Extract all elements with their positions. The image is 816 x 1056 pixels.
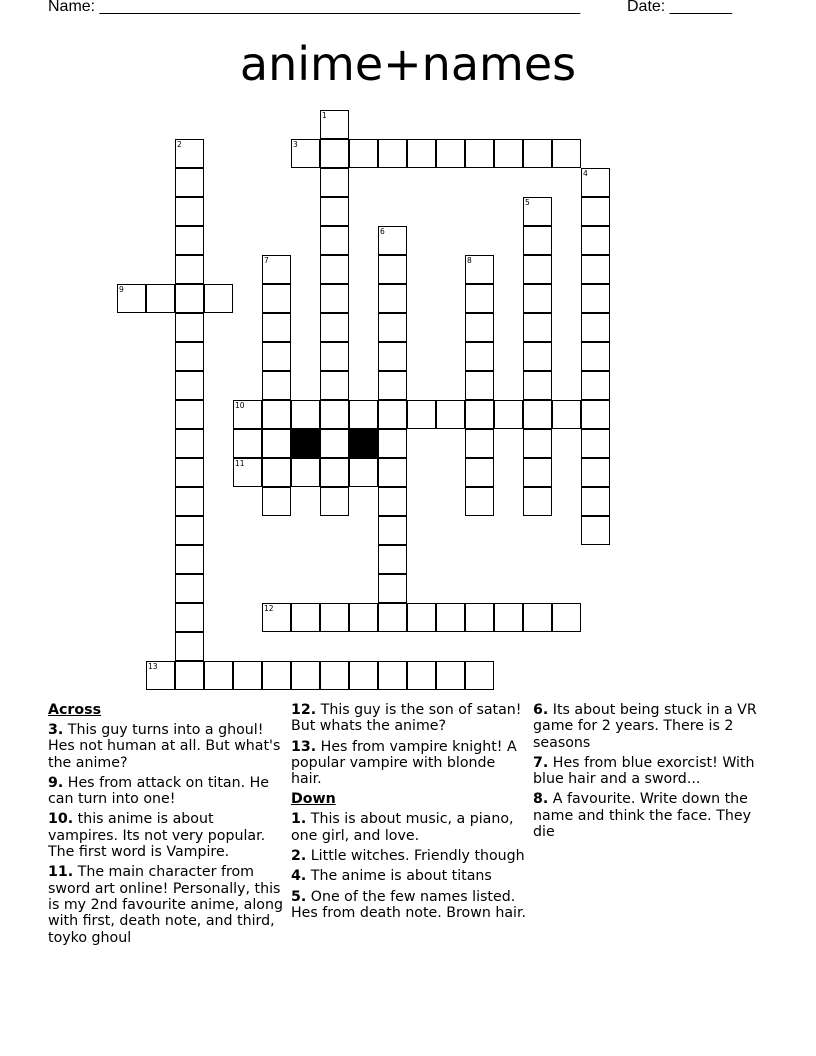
grid-cell[interactable] [378,545,407,574]
grid-cell[interactable] [436,139,465,168]
clue-down-5 [291,889,526,922]
grid-cell[interactable] [465,400,494,429]
grid-cell[interactable] [320,458,349,487]
down-heading: Down [291,791,336,808]
grid-cell[interactable] [262,342,291,371]
grid-cell[interactable] [262,400,291,429]
date-field-label: Date: _______ [627,0,732,15]
grid-cell[interactable] [465,139,494,168]
grid-cell[interactable] [581,371,610,400]
clue-number: 12. [291,702,317,718]
grid-cell[interactable] [407,139,436,168]
grid-cell[interactable] [465,342,494,371]
grid-cell[interactable] [320,487,349,516]
grid-cell[interactable] [552,139,581,168]
grid-cell[interactable] [407,400,436,429]
grid-cell[interactable] [320,661,349,690]
grid-cell[interactable] [523,429,552,458]
grid-cell[interactable] [378,603,407,632]
grid-cell[interactable] [204,284,233,313]
cell-number: 11 [235,459,245,468]
clue-text: The main character from sword art online! Personally, this is my 2nd favourite anime, along with first, death note, and third, toyko ghoul [48,864,283,946]
grid-cell[interactable] [262,603,291,632]
cell-number: 12 [264,604,274,613]
grid-cell[interactable] [262,429,291,458]
black-square [291,429,320,458]
grid-cell[interactable] [581,400,610,429]
grid-cell[interactable] [233,458,262,487]
clue-text: This guy turns into a ghoul! Hes not human at all. But what's the anime? [48,722,281,771]
clue-number: 11. [48,864,74,881]
grid-cell[interactable] [465,313,494,342]
grid-cell[interactable] [523,400,552,429]
grid-cell[interactable] [378,487,407,516]
grid-cell[interactable] [204,661,233,690]
grid-cell[interactable] [581,342,610,371]
clue-text: Its about being stuck in a VR game for 2 years. There is 2 seasons [533,702,757,751]
clue-text: Hes from blue exorcist! With blue hair and a sword... [533,754,755,788]
cell-number: 9 [119,285,124,294]
black-square [349,429,378,458]
grid-cell[interactable] [494,139,523,168]
grid-cell[interactable] [581,168,610,197]
grid-cell[interactable] [436,603,465,632]
grid-cell[interactable] [233,429,262,458]
grid-cell[interactable] [175,255,204,284]
cell-number: 5 [525,198,530,207]
grid-cell[interactable] [378,429,407,458]
grid-cell[interactable] [320,342,349,371]
grid-cell[interactable] [581,226,610,255]
grid-cell[interactable] [291,139,320,168]
grid-cell[interactable] [175,603,204,632]
grid-cell[interactable] [378,516,407,545]
grid-cell[interactable] [581,255,610,284]
grid-cell[interactable] [523,226,552,255]
grid-cell[interactable] [320,284,349,313]
cell-number: 2 [177,140,182,149]
grid-cell[interactable] [175,632,204,661]
grid-cell[interactable] [349,661,378,690]
grid-cell[interactable] [175,371,204,400]
grid-cell[interactable] [523,139,552,168]
grid-cell[interactable] [523,197,552,226]
grid-cell[interactable] [349,139,378,168]
grid-cell[interactable] [262,487,291,516]
grid-cell[interactable] [378,342,407,371]
grid-cell[interactable] [320,139,349,168]
grid-cell[interactable] [378,139,407,168]
clue-text: this anime is about vampires. Its not very popular. The first word is Vampire. [48,811,266,861]
clue-number: 4. [291,868,307,885]
grid-cell[interactable] [175,487,204,516]
across-heading: Across [48,702,102,718]
grid-cell[interactable] [291,661,320,690]
clue-down-6 [533,702,768,751]
grid-cell[interactable] [581,487,610,516]
clue-number: 13. [291,738,317,755]
clue-across-13 [291,739,526,788]
grid-cell[interactable] [465,661,494,690]
grid-cell[interactable] [262,661,291,690]
clue-number: 2. [291,848,307,865]
grid-cell[interactable] [378,226,407,255]
clue-down-4 [291,868,526,884]
grid-cell[interactable] [175,458,204,487]
grid-cell[interactable] [523,487,552,516]
grid-cell[interactable] [581,516,610,545]
clues-column-3 [533,702,768,844]
grid-cell[interactable] [320,197,349,226]
cell-number: 8 [467,256,472,265]
grid-cell[interactable] [581,429,610,458]
grid-cell[interactable] [175,197,204,226]
cell-number: 3 [293,140,298,149]
grid-cell[interactable] [233,661,262,690]
clue-number: 10. [48,811,74,828]
clue-down-2 [291,848,526,864]
clue-across-11 [48,864,283,945]
grid-cell[interactable] [436,661,465,690]
grid-cell[interactable] [378,661,407,690]
grid-cell[interactable] [320,226,349,255]
clue-text: Hes from attack on titan. He can turn into one! [48,774,269,808]
clue-text: This guy is the son of satan! But whats the anime? [291,702,522,735]
clue-number: 7. [533,754,549,771]
clue-across-12 [291,702,526,735]
grid-cell[interactable] [378,400,407,429]
grid-cell[interactable] [378,458,407,487]
grid-cell[interactable] [581,197,610,226]
grid-cell[interactable] [291,458,320,487]
grid-cell[interactable] [523,603,552,632]
clue-number: 9. [48,774,64,791]
grid-cell[interactable] [175,574,204,603]
grid-cell[interactable] [407,661,436,690]
grid-cell[interactable] [175,284,204,313]
grid-cell[interactable] [494,400,523,429]
grid-cell[interactable] [581,284,610,313]
grid-cell[interactable] [320,110,349,139]
grid-cell[interactable] [581,458,610,487]
grid-cell[interactable] [262,313,291,342]
name-field-label: Name: ______________________________________________________ [48,0,581,15]
grid-cell[interactable] [523,458,552,487]
grid-cell[interactable] [175,429,204,458]
clue-text: A favourite. Write down the name and think the face. They die [533,791,751,841]
grid-cell[interactable] [378,574,407,603]
grid-cell[interactable] [465,458,494,487]
clue-text: The anime is about titans [310,868,492,885]
clue-text: Hes from vampire knight! A popular vampire with blonde hair. [291,738,517,788]
grid-cell[interactable] [262,255,291,284]
clue-text: This is about music, a piano, one girl, and love. [291,811,514,844]
grid-cell[interactable] [581,313,610,342]
clue-across-10 [48,811,283,860]
puzzle-title: anime+names [239,37,577,91]
cell-number: 4 [583,169,588,178]
grid-cell[interactable] [378,284,407,313]
grid-cell[interactable] [320,603,349,632]
clue-number: 8. [533,791,549,808]
clue-down-7 [533,755,768,788]
grid-cell[interactable] [465,255,494,284]
grid-cell[interactable] [175,139,204,168]
clue-number: 6. [533,702,549,718]
cell-number: 1 [322,111,327,120]
grid-cell[interactable] [320,255,349,284]
clue-across-3 [48,722,283,771]
grid-cell[interactable] [523,371,552,400]
cell-number: 10 [235,401,245,410]
grid-cell[interactable] [465,284,494,313]
grid-cell[interactable] [349,603,378,632]
grid-cell[interactable] [175,516,204,545]
grid-cell[interactable] [378,371,407,400]
grid-cell[interactable] [233,400,262,429]
grid-cell[interactable] [378,255,407,284]
clue-down-1 [291,811,526,844]
clue-text: One of the few names listed. Hes from death note. Brown hair. [291,888,527,921]
grid-cell[interactable] [407,603,436,632]
clues-column-2 [291,702,526,925]
grid-cell[interactable] [262,371,291,400]
grid-cell[interactable] [320,400,349,429]
grid-cell[interactable] [262,458,291,487]
grid-cell[interactable] [117,284,146,313]
grid-cell[interactable] [262,284,291,313]
grid-cell[interactable] [523,342,552,371]
grid-cell[interactable] [552,603,581,632]
grid-cell[interactable] [175,342,204,371]
grid-cell[interactable] [291,603,320,632]
grid-cell[interactable] [146,284,175,313]
grid-cell[interactable] [146,661,175,690]
cell-number: 13 [148,662,158,671]
grid-cell[interactable] [552,400,581,429]
grid-cell[interactable] [465,371,494,400]
grid-cell[interactable] [320,429,349,458]
clue-down-8 [533,791,768,840]
grid-cell[interactable] [291,400,320,429]
grid-cell[interactable] [320,168,349,197]
grid-cell[interactable] [523,255,552,284]
grid-cell[interactable] [175,400,204,429]
cell-number: 6 [380,227,385,236]
grid-cell[interactable] [436,400,465,429]
clue-number: 5. [291,888,307,905]
clue-text: Little witches. Friendly though [310,848,525,865]
grid-cell[interactable] [349,458,378,487]
cell-number: 7 [264,256,269,265]
grid-cell[interactable] [175,313,204,342]
grid-cell[interactable] [320,313,349,342]
clue-number: 1. [291,811,307,828]
grid-cell[interactable] [175,661,204,690]
grid-cell[interactable] [465,429,494,458]
grid-cell[interactable] [349,400,378,429]
grid-cell[interactable] [320,371,349,400]
clues-column-1 [48,702,283,950]
clue-across-9 [48,775,283,808]
grid-cell[interactable] [378,313,407,342]
grid-cell[interactable] [175,226,204,255]
grid-cell[interactable] [523,313,552,342]
grid-cell[interactable] [175,545,204,574]
grid-cell[interactable] [465,603,494,632]
grid-cell[interactable] [175,168,204,197]
grid-cell[interactable] [465,487,494,516]
clue-number: 3. [48,722,64,738]
grid-cell[interactable] [494,603,523,632]
grid-cell[interactable] [523,284,552,313]
